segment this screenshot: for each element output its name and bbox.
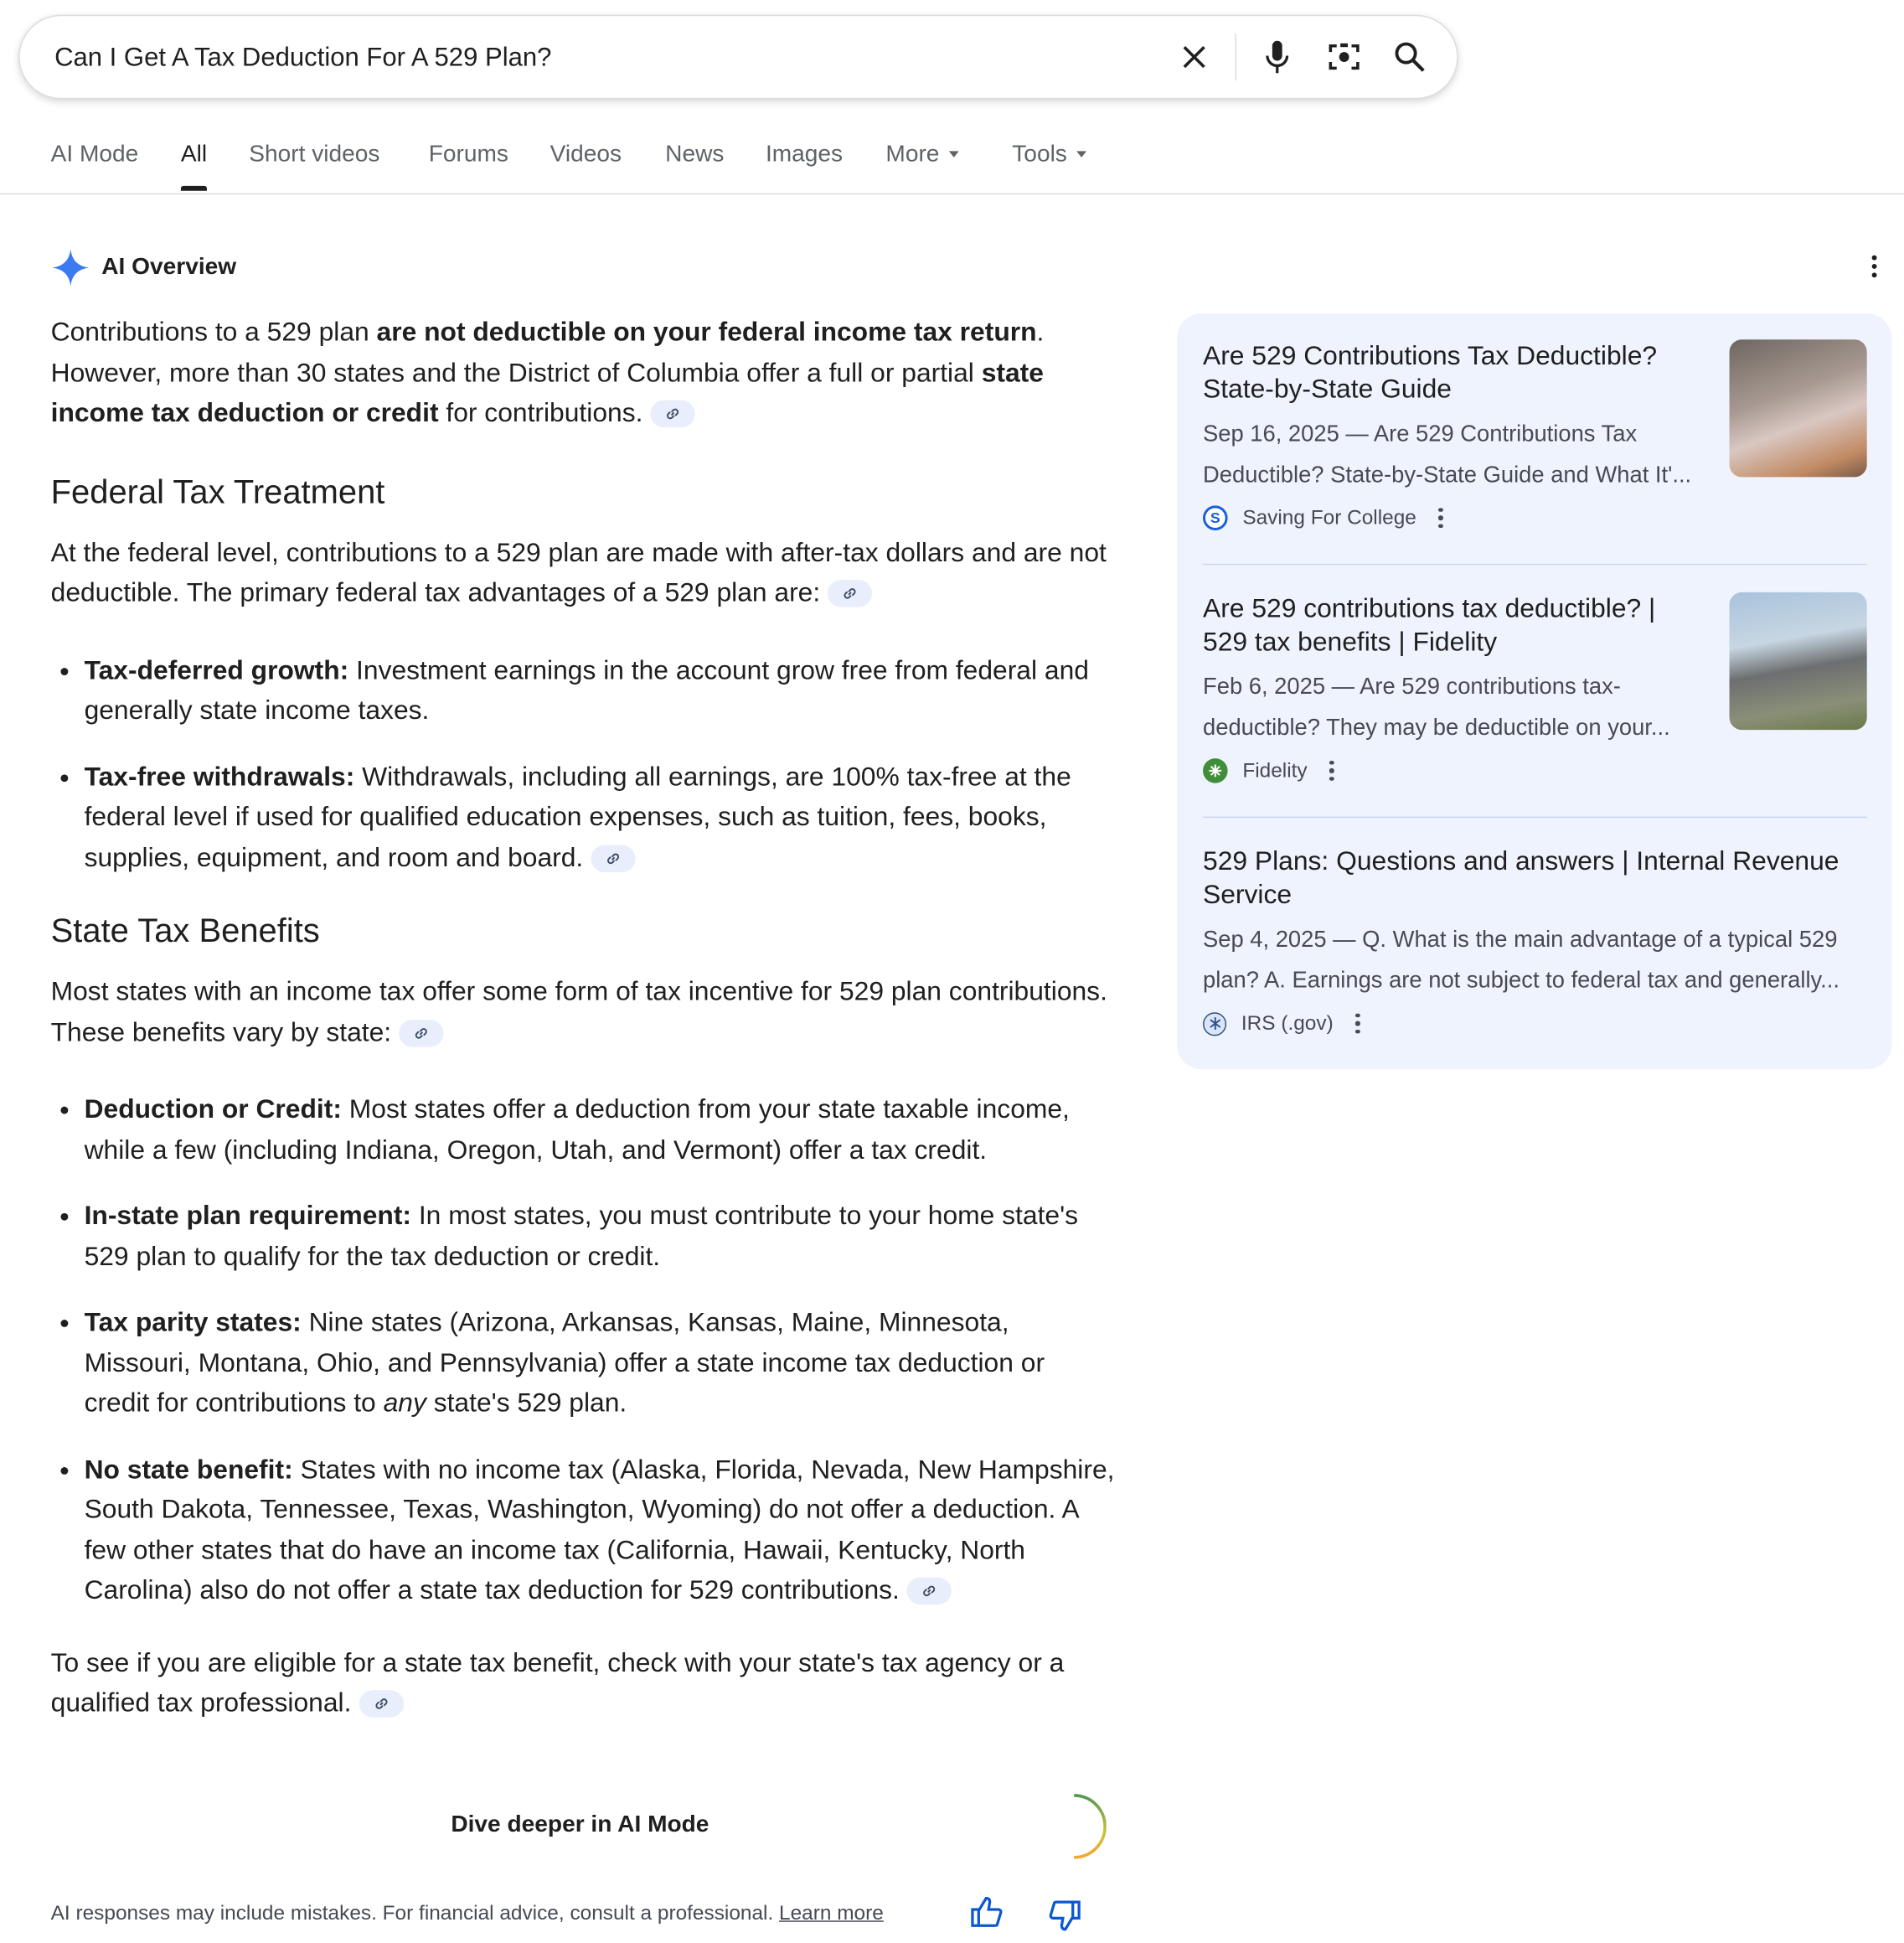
source-title[interactable]: Are 529 Contributions Tax Deductible? State-by-State Guide bbox=[1203, 340, 1658, 405]
tab-images[interactable]: Images bbox=[765, 141, 844, 168]
source-title[interactable]: Are 529 contributions tax deductible? | 529 tax benefits | Fidelity bbox=[1203, 593, 1656, 657]
italic-text: any bbox=[383, 1387, 426, 1418]
bullet-item bbox=[85, 1449, 1117, 1610]
text-segment: To see if you are eligible for a state tax benefit, check with your state's tax agency or a qualified tax professional. bbox=[50, 1647, 1065, 1718]
caret-down-icon bbox=[1077, 152, 1087, 158]
state-bullets bbox=[51, 1089, 1117, 1610]
bullet-item bbox=[85, 757, 1117, 877]
tab-more-label: More bbox=[885, 141, 940, 168]
source-menu-icon[interactable] bbox=[1355, 1013, 1360, 1033]
divider bbox=[1235, 34, 1236, 80]
irs-logo-icon bbox=[1203, 1012, 1226, 1036]
source-site bbox=[1203, 499, 1867, 536]
dive-deeper-ai-mode-button[interactable] bbox=[347, 1794, 1105, 1858]
citation-link-icon[interactable] bbox=[399, 1020, 443, 1047]
bold-text: are not deductible on your federal income tax return bbox=[376, 317, 1037, 348]
federal-heading: Federal Tax Treatment bbox=[50, 473, 385, 510]
federal-bullets bbox=[51, 650, 1117, 877]
bold-text: Tax-free withdrawals: bbox=[84, 761, 355, 792]
bold-text: Tax-deferred growth: bbox=[84, 654, 349, 685]
bullet-item bbox=[85, 1089, 1117, 1170]
text-segment: Contributions to a 529 plan bbox=[50, 317, 377, 348]
text-segment: In most states, you must contribute to your home state's 529 plan to qualify for the tax deduction or credit. bbox=[84, 1201, 1079, 1271]
search-tabs bbox=[0, 124, 1904, 194]
bullet-item bbox=[85, 1302, 1117, 1423]
caret-down-icon bbox=[949, 152, 959, 158]
disclaimer-text: AI responses may include mistakes. For financial advice, consult a professional. bbox=[50, 1902, 774, 1925]
sources-panel bbox=[1177, 313, 1891, 1069]
source-snippet: Sep 16, 2025 — Are 529 Contributions Tax Deductible? State-by-State Guide and What It'... bbox=[1203, 420, 1692, 487]
source-site-name: IRS (.gov) bbox=[1241, 1011, 1334, 1035]
bold-text: No state benefit: bbox=[84, 1454, 293, 1484]
bold-text: Tax parity states: bbox=[84, 1307, 302, 1337]
learn-more-link[interactable]: Learn more bbox=[779, 1902, 884, 1925]
source-card[interactable] bbox=[1203, 845, 1867, 1042]
tab-news[interactable]: News bbox=[665, 141, 725, 168]
text-segment: Most states offer a deduction from your state taxable income, while a few (including Indiana, Oregon, Utah, and Vermont) offer a tax credit. bbox=[84, 1093, 1070, 1165]
source-snippet: Feb 6, 2025 — Are 529 contributions tax-deductible? They may be deductible on your... bbox=[1203, 673, 1670, 740]
source-site-name: Fidelity bbox=[1242, 758, 1308, 782]
search-input[interactable] bbox=[52, 39, 1147, 78]
disclaimer bbox=[51, 1902, 884, 1925]
text-segment: Nine states (Arizona, Arkansas, Kansas, Maine, Minnesota, Missouri, Montana, Ohio, and Pennsylvania) offer a state income tax deduction or credit for contributions to bbox=[84, 1307, 1045, 1418]
search-box bbox=[18, 15, 1458, 100]
tab-more[interactable] bbox=[885, 142, 959, 169]
source-site bbox=[1203, 1005, 1867, 1041]
source-card[interactable] bbox=[1203, 592, 1867, 789]
tab-ai-mode[interactable]: AI Mode bbox=[50, 141, 139, 168]
state-paragraph bbox=[51, 971, 1117, 1052]
gemini-sparkle-icon bbox=[51, 248, 90, 287]
search-icon[interactable] bbox=[1391, 39, 1428, 75]
dive-deeper-label: Dive deeper in AI Mode bbox=[451, 1811, 709, 1838]
ai-overview-content bbox=[51, 313, 1117, 1760]
tab-tools-label: Tools bbox=[1012, 141, 1067, 168]
citation-link-icon[interactable] bbox=[828, 581, 872, 608]
intro-paragraph bbox=[51, 313, 1117, 433]
citation-link-icon[interactable] bbox=[650, 400, 694, 428]
text-segment: Withdrawals, including all earnings, are 100% tax-free at the federal level if used for qualified education expenses, such as tuition, fees, books, supplies, equipment, and room and board. bbox=[84, 761, 1071, 872]
tab-forums[interactable]: Forums bbox=[428, 141, 508, 168]
source-site bbox=[1203, 752, 1867, 789]
divider bbox=[1203, 817, 1867, 818]
bold-text: Deduction or Credit: bbox=[84, 1093, 342, 1124]
thumbs-down-icon[interactable] bbox=[1050, 1899, 1081, 1938]
text-segment: Most states with an income tax offer some form of tax incentive for 529 plan contributions. These benefits vary by state: bbox=[50, 976, 1107, 1046]
source-menu-icon[interactable] bbox=[1438, 508, 1442, 528]
ai-overview-header bbox=[51, 248, 237, 287]
text-segment: States with no income tax (Alaska, Florida, Nevada, New Hampshire, South Dakota, Tennessee, Texas, Washington, Wyoming) do not offer a deduction. A few other states that do have an income tax (California, Hawaii, Kentucky, North Carolina) also do not offer a state tax deduction for 529 contributions. bbox=[84, 1454, 1115, 1605]
bullet-item bbox=[85, 650, 1117, 731]
bold-text: In-state plan requirement: bbox=[84, 1201, 412, 1231]
source-menu-icon[interactable] bbox=[1329, 761, 1334, 781]
more-options-icon[interactable] bbox=[1872, 256, 1877, 278]
tab-tools[interactable] bbox=[1012, 142, 1086, 169]
source-site-name: Saving For College bbox=[1242, 506, 1416, 529]
citation-link-icon[interactable] bbox=[591, 845, 635, 872]
citation-link-icon[interactable] bbox=[907, 1578, 952, 1605]
tab-videos[interactable]: Videos bbox=[550, 141, 622, 168]
ai-overview-title: AI Overview bbox=[101, 254, 237, 281]
text-segment: state's 529 plan. bbox=[426, 1387, 627, 1418]
closing-paragraph bbox=[51, 1642, 1117, 1723]
tab-short-videos[interactable]: Short videos bbox=[249, 141, 380, 168]
clear-icon[interactable] bbox=[1175, 39, 1212, 75]
state-heading: State Tax Benefits bbox=[50, 912, 320, 949]
text-segment: Investment earnings in the account grow free from federal and generally state income taxes. bbox=[84, 654, 1089, 726]
text-segment: . However, more than 30 states and the District of Columbia offer a full or partial bbox=[50, 317, 1045, 388]
microphone-icon[interactable] bbox=[1259, 39, 1296, 75]
source-card[interactable] bbox=[1203, 339, 1867, 536]
bullet-item bbox=[85, 1196, 1117, 1276]
source-title[interactable]: 529 Plans: Questions and answers | Internal Revenue Service bbox=[1203, 846, 1840, 910]
citation-link-icon[interactable] bbox=[359, 1691, 403, 1718]
divider bbox=[1203, 564, 1867, 565]
lens-camera-icon[interactable] bbox=[1325, 39, 1362, 75]
bold-text: state income tax deduction or credit bbox=[50, 357, 1044, 428]
fidelity-logo-icon bbox=[1203, 758, 1228, 783]
child-saving-thumbnail[interactable] bbox=[1730, 339, 1867, 477]
saving-for-college-logo-icon: S bbox=[1203, 505, 1228, 530]
family-thumbnail[interactable] bbox=[1730, 592, 1867, 730]
source-snippet: Sep 4, 2025 — Q. What is the main advantage of a typical 529 plan? A. Earnings are not subject to federal tax and generally... bbox=[1203, 925, 1840, 992]
text-segment: At the federal level, contributions to a 529 plan are made with after-tax dollars and are not deductible. The primary federal tax advantages of a 529 plan are: bbox=[50, 537, 1107, 607]
thumbs-up-icon[interactable] bbox=[970, 1896, 1002, 1935]
federal-paragraph bbox=[51, 532, 1117, 612]
tab-all[interactable]: All bbox=[180, 141, 208, 168]
text-segment: for contributions. bbox=[438, 397, 643, 428]
